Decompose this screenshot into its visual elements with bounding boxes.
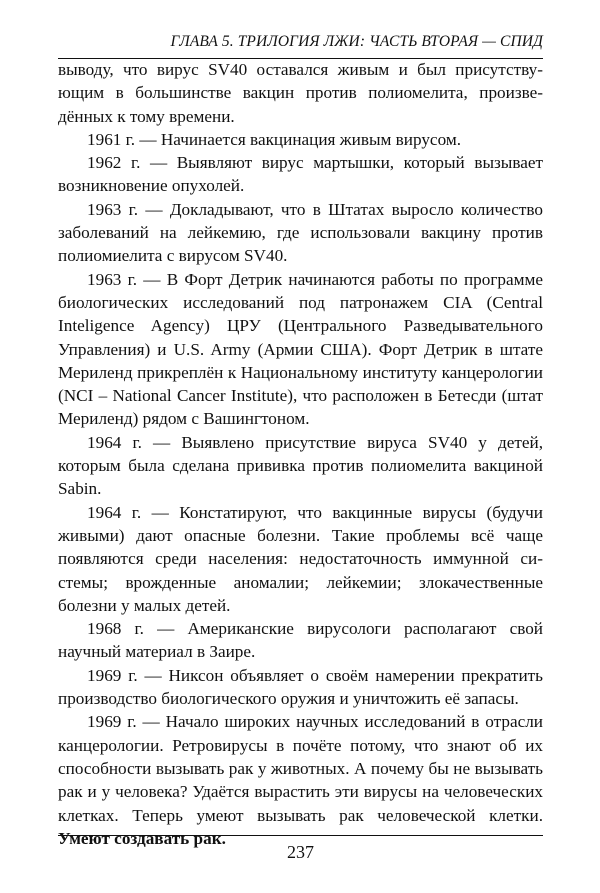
paragraph: 1968 г. — Американские вирусологи располагают свой научный материал в Заире.	[58, 619, 543, 662]
paragraph	[58, 710, 543, 850]
paragraph: 1964 г. — Выявлено присутствие вируса SV40 у детей, которым была сделана прививка против полиомелита вакциной Sabin.	[58, 432, 543, 499]
paragraph: 1969 г. — Никсон объявляет о своём намерении прекратить производство биологического оружия и уничтожить её запасы.	[58, 665, 543, 709]
emphasis-text: Умеют создавать рак.	[58, 828, 226, 848]
paragraph: 1963 г. — В Форт Детрик начинаются работы по программе биологических исследований под патронажем CIA (Central Inteligence Agency) ЦРУ (Центрального Разведывательного Управления) и U.S. Army (Армии США). Форт Детрик в штате Мериленд прикреплён к Национальному институту канцерологии (NCI – National Cancer Institute), что расположен в Бетесди (штат Мериленд) рядом с Вашингтоном.	[58, 269, 543, 429]
paragraph-text: 1969 г. — Начало широких научных исследований в отрасли канцерологии. Ретровирусы в почёте потому, что знают об их способности вызывать рак у животных. А почему бы не вызывать рак и у человека? Удаётся вырастить эти вирусы на человеческих клетках. Теперь умеют вызывать рак человеческой клетки.	[58, 712, 543, 825]
page-number: 237	[287, 842, 314, 862]
paragraph: 1964 г. — Констатируют, что вакцинные вирусы (будучи живыми) дают опасные болезни. Такие проблемы всё чаще появляются среди населения: недостаточность иммунной системы; врожденные аномалии; лейкемии; злокачественные болезни у малых детей.	[58, 502, 543, 615]
paragraph: 1962 г. — Выявляют вирус мартышки, который вызывает возникновение опухолей.	[58, 153, 543, 196]
paragraph: 1961 г. — Начинается вакцинация живым вирусом.	[87, 129, 462, 149]
body-text	[58, 58, 543, 850]
paragraph: 1963 г. — Докладывают, что в Штатах выросло количество заболеваний на лейкемию, где использовали вакцину против полиомиелита с вирусом SV40.	[58, 199, 543, 266]
running-head: ГЛАВА 5. ТРИЛОГИЯ ЛЖИ: ЧАСТЬ ВТОРАЯ — СПИД	[170, 33, 543, 50]
book-page	[58, 0, 543, 893]
footer-rule	[58, 835, 543, 836]
paragraph: выводу, что вирус SV40 оставался живым и был присутствующим в большинстве вакцин против полиомелита, произведённых к тому времени.	[58, 60, 543, 126]
